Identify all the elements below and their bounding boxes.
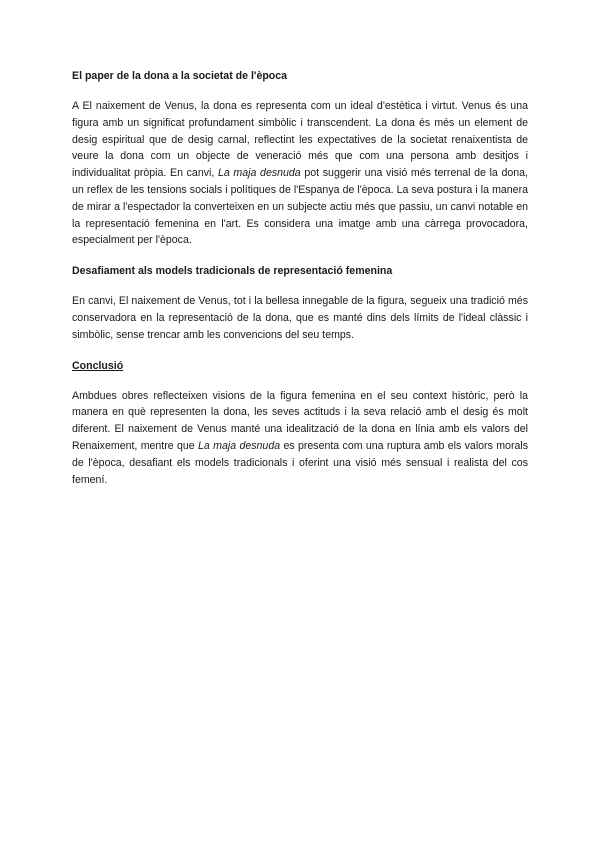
paragraph-text: A El naixement de Venus, la dona es representa com un ideal d'estètica i virtut. Venus és una figura amb un significat profundament simbòlic i transcendent. La dona és més un element de desig espiritual que de desig carnal, reflectint les expectatives de la societat renaixentista de veure la dona com un objecte de veneració més que com una persona amb desitjos i individualitat pròpia. En canvi, bbox=[72, 100, 528, 180]
section-heading-role-of-women: El paper de la dona a la societat de l'època bbox=[72, 70, 288, 82]
paragraph-text: es presenta com una ruptura amb els valors morals de l'època, desafiant els models tradicionals i oferint una visió més sensual i realista del cos femení. bbox=[72, 439, 529, 486]
paragraph-text: Ambdues obres reflecteixen visions de la figura femenina en el seu context històric, però la manera en què representen la dona, les seves actituds i la seva relació amb el desig és molt diferent. El naixement de Venus manté una idealització de la dona en línia amb els valors del Renaixement, mentre que bbox=[72, 389, 528, 452]
document-content bbox=[72, 68, 528, 488]
section-heading-challenge: Desafiament als models tradicionals de representació femenina bbox=[72, 265, 393, 278]
paragraph-conclusion bbox=[72, 388, 528, 489]
paragraph-text: pot suggerir una visió més terrenal de la dona, un reflex de les tensions socials i polítiques de l'Espanya de l'època. La seva postura i la manera de mirar a l'espectador la converteixen en un subjecte actiu més que passiu, un canvi notable en la representació femenina en l'art. Es considera una imatge amb una càrrega provocadora, especialment per l'època. bbox=[72, 167, 528, 247]
artwork-title-italic: La maja desnuda bbox=[198, 439, 281, 452]
paragraph-role-of-women bbox=[72, 98, 528, 249]
paragraph-challenge: En canvi, El naixement de Venus, tot i la bellesa innegable de la figura, segueix una tradició més conservadora en la representació de la dona, que es manté dins dels límits de l'ideal clàssic i simbòlic, sense trencar amb les convencions del seu temps. bbox=[72, 295, 528, 341]
section-heading-conclusion: Conclusió bbox=[72, 359, 124, 372]
artwork-title-italic: La maja desnuda bbox=[217, 167, 301, 180]
